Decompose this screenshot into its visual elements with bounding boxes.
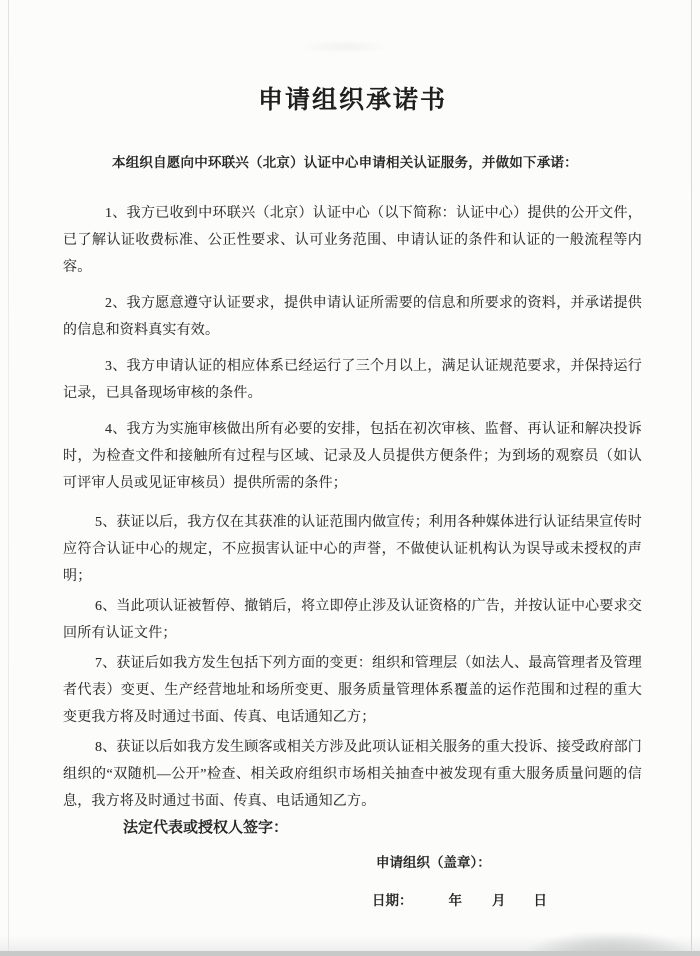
legal-representative-signature-label: 法定代表或授权人签字：: [123, 820, 289, 836]
month-label: 月: [492, 893, 506, 908]
clause-6: 6、当此项认证被暂停、撤销后，将立即停止涉及认证资格的广告，并按认证中心要求交回所有认证文件；: [63, 599, 642, 641]
year-label: 年: [448, 893, 462, 908]
day-label: 日: [533, 893, 547, 908]
scan-edge-line-right: [691, 0, 692, 956]
scan-smudge: [300, 40, 390, 54]
clause-2: 2、我方愿意遵守认证要求，提供申请认证所需要的信息和所要求的资料，并承诺提供的信息和资料真实有效。: [63, 296, 642, 338]
intro-paragraph: 本组织自愿向中环联兴（北京）认证中心申请相关认证服务，并做如下承诺：: [112, 155, 578, 170]
clause-1: 1、我方已收到中环联兴（北京）认证中心（以下简称：认证中心）提供的公开文件，已了解认证收费标准、公正性要求、认可业务范围、申请认证的条件和认证的一般流程等内容。: [63, 206, 642, 275]
scan-edge-line-left: [8, 0, 9, 956]
clause-7: 7、获证后如我方发生包括下列方面的变更：组织和管理层（如法人、最高管理者及管理者代表）变更、生产经营地址和场所变更、服务质量管理体系覆盖的运作范围和过程的重大变更我方将及时通过书面、传真、电话通知乙方；: [63, 656, 642, 725]
clause-8: 8、获证以后如我方发生顾客或相关方涉及此项认证相关服务的重大投诉、接受政府部门组织的“双随机—公开”检查、相关政府组织市场相关抽查中被发现有重大服务质量问题的信息，我方将及时通过书面、传真、电话通知乙方。: [63, 740, 642, 809]
date-label: 日期：: [372, 893, 413, 908]
clause-4: 4、我方为实施审核做出所有必要的安排，包括在初次审核、监督、再认证和解决投诉时，为检查文件和接触所有过程与区域、记录及人员提供方便条件；为到场的观察员（如认可评审人员或见证审核员）提供所需的条件；: [63, 422, 642, 491]
clause-3: 3、我方申请认证的相应体系已经运行了三个月以上，满足认证规范要求，并保持运行记录，已具备现场审核的条件。: [63, 359, 642, 401]
document-title: 申请组织承诺书: [257, 87, 447, 114]
applicant-org-seal-label: 申请组织（盖章）：: [376, 855, 491, 870]
clause-5: 5、获证以后，我方仅在其获准的认证范围内做宣传；利用各种媒体进行认证结果宣传时应符合认证中心的规定，不应损害认证中心的声誉，不做使认证机构认为误导或未授权的声明；: [63, 515, 642, 584]
date-line: [63, 891, 642, 910]
scan-bottom-edge-band: [0, 951, 700, 956]
document-content: [63, 0, 642, 956]
